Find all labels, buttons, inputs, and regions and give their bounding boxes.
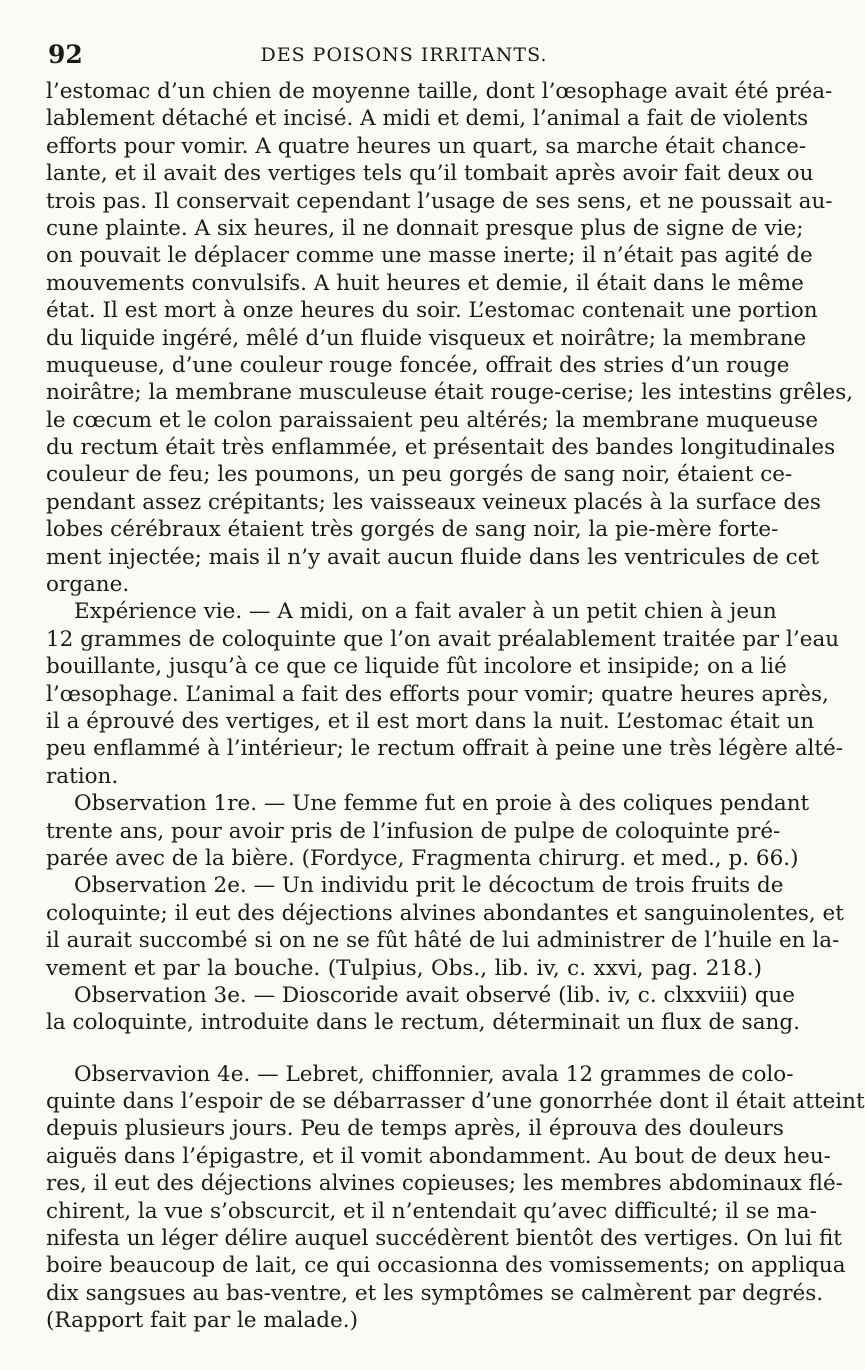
text-line: il a éprouvé des vertiges, et il est mort dans la nuit. L’estomac était un bbox=[46, 708, 815, 734]
text-line: du liquide ingéré, mêlé d’un fluide visqueux et noirâtre; la membrane bbox=[46, 325, 807, 351]
text-line: organe. bbox=[46, 572, 130, 598]
text-line: nifesta un léger délire auquel succédèrent bientôt des vertiges. On lui fit bbox=[46, 1226, 842, 1252]
text-line: l’œsophage. L’animal a fait des efforts pour vomir; quatre heures après, bbox=[46, 681, 829, 707]
text-line: état. Il est mort à onze heures du soir. L’estomac contenait une portion bbox=[46, 298, 818, 324]
text-line: efforts pour vomir. A quatre heures un quart, sa marche était chance- bbox=[46, 133, 807, 159]
text-line: Observation 3e. — Dioscoride avait observé (lib. iv, c. clxxviii) que bbox=[74, 982, 795, 1008]
text-line: boire beaucoup de lait, ce qui occasionna des vomissements; on appliqua bbox=[46, 1253, 846, 1279]
text-line: le cœcum et le colon paraissaient peu altérés; la membrane muqueuse bbox=[46, 407, 819, 433]
text-line: mouvements convulsifs. A huit heures et demie, il était dans le même bbox=[46, 270, 804, 296]
text-line: dix sangsues au bas-ventre, et les symptômes se calmèrent par degrés. bbox=[46, 1280, 824, 1306]
text-line: du rectum était très enflammée, et présentait des bandes longitudinales bbox=[46, 435, 836, 461]
page-number: 92 bbox=[48, 40, 83, 69]
text-line: Observavion 4e. — Lebret, chiffonnier, avala 12 grammes de colo- bbox=[74, 1061, 794, 1087]
running-title: DES POISONS IRRITANTS. bbox=[260, 44, 548, 66]
text-line: lante, et il avait des vertiges tels qu’il tombait après avoir fait deux ou bbox=[46, 161, 814, 187]
paragraph-gap bbox=[46, 1037, 762, 1061]
text-line: trente ans, pour avoir pris de l’infusion de pulpe de coloquinte pré- bbox=[46, 818, 781, 844]
text-line: (Rapport fait par le malade.) bbox=[46, 1308, 358, 1334]
text-line: depuis plusieurs jours. Peu de temps après, il éprouva des douleurs bbox=[46, 1116, 784, 1142]
text-line: couleur de feu; les poumons, un peu gorgés de sang noir, étaient ce- bbox=[46, 462, 793, 488]
text-line: aiguës dans l’épigastre, et il vomit abondamment. Au bout de deux heu- bbox=[46, 1143, 831, 1169]
paragraph-dog-experiment-continued bbox=[46, 78, 854, 598]
text-line: Observation 1re. — Une femme fut en proie à des coliques pendant bbox=[74, 791, 810, 817]
paragraph-observation-1 bbox=[46, 790, 810, 872]
paragraph-observation-4 bbox=[46, 1061, 865, 1335]
text-line: trois pas. Il conservait cependant l’usage de ses sens, et ne poussait au- bbox=[46, 188, 833, 214]
body-text bbox=[46, 78, 865, 1335]
text-line: parée avec de la bière. (Fordyce, Fragmenta chirurg. et med., p. 66.) bbox=[46, 845, 799, 871]
paragraph-observation-2 bbox=[46, 872, 844, 982]
text-line: lablement détaché et incisé. A midi et demi, l’animal a fait de violents bbox=[46, 106, 809, 132]
text-line: noirâtre; la membrane musculeuse était rouge-cerise; les intestins grêles, bbox=[46, 380, 854, 406]
text-line: vement et par la bouche. (Tulpius, Obs., lib. iv, c. xxvi, pag. 218.) bbox=[46, 955, 762, 981]
text-line: l’estomac d’un chien de moyenne taille, dont l’œsophage avait été préa- bbox=[46, 79, 833, 104]
text-line: chirent, la vue s’obscurcit, et il n’entendait qu’avec difficulté; il se ma- bbox=[46, 1198, 817, 1224]
page-header bbox=[46, 36, 762, 72]
text-line: ment injectée; mais il n’y avait aucun fluide dans les ventricules de cet bbox=[46, 544, 820, 570]
paragraph-observation-3 bbox=[46, 982, 800, 1037]
text-line: res, il eut des déjections alvines copieuses; les membres abdominaux flé- bbox=[46, 1171, 843, 1197]
text-line: ration. bbox=[46, 763, 119, 789]
text-line: bouillante, jusqu’à ce que ce liquide fût incolore et insipide; on a lié bbox=[46, 654, 787, 680]
text-line: lobes cérébraux étaient très gorgés de sang noir, la pie-mère forte- bbox=[46, 517, 779, 543]
text-line: coloquinte; il eut des déjections alvines abondantes et sanguinolentes, et bbox=[46, 900, 844, 926]
text-line: pendant assez crépitants; les vaisseaux veineux placés à la surface des bbox=[46, 489, 821, 515]
text-line: cune plainte. A six heures, il ne donnait presque plus de signe de vie; bbox=[46, 215, 804, 241]
text-line: Expérience vie. — A midi, on a fait avaler à un petit chien à jeun bbox=[74, 599, 777, 625]
text-line: quinte dans l’espoir de se débarrasser d’une gonorrhée dont il était atteint bbox=[46, 1089, 865, 1115]
text-line: la coloquinte, introduite dans le rectum, déterminait un flux de sang. bbox=[46, 1010, 800, 1036]
text-line: il aurait succombé si on ne se fût hâté de lui administrer de l’huile en la- bbox=[46, 928, 840, 954]
text-line: peu enflammé à l’intérieur; le rectum offrait à peine une très légère alté- bbox=[46, 736, 844, 762]
text-line: Observation 2e. — Un individu prit le décoctum de trois fruits de bbox=[74, 873, 784, 899]
text-line: 12 grammes de coloquinte que l’on avait préalablement traitée par l’eau bbox=[46, 626, 840, 652]
text-line: muqueuse, d’une couleur rouge foncée, offrait des stries d’un rouge bbox=[46, 352, 790, 378]
paragraph-experience-6 bbox=[46, 598, 844, 790]
text-line: on pouvait le déplacer comme une masse inerte; il n’était pas agité de bbox=[46, 243, 813, 269]
